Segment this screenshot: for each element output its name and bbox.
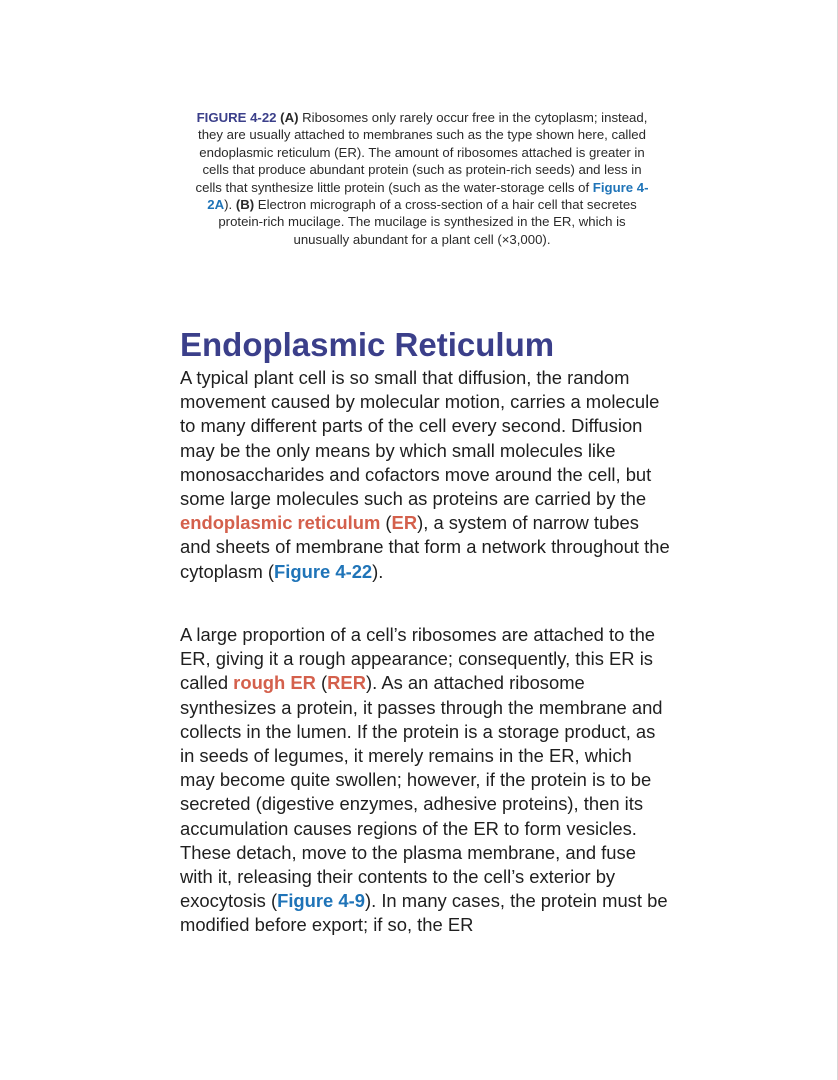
caption-text: ).: [224, 197, 236, 213]
figure-reference-link[interactable]: Figure 4-9: [277, 890, 365, 912]
caption-text: Ribosomes only rarely occur free in the cytoplasm; instead, they are usually attached to membranes such as the type shown here, called endoplasmic reticulum (ER). The amount of ribosomes attached is greater in cells that produce abundant protein (such as protein-rich seeds) and less in cells that synthesize little protein (such as the water-storage cells of: [195, 110, 648, 195]
key-term: endoplasmic reticulum: [180, 512, 381, 534]
key-term: rough ER: [233, 672, 316, 694]
paragraph-text: ). As an attached ribosome synthesizes a protein, it passes through the membrane and collects in the lumen. If the protein is a storage product, as in seeds of legumes, it merely remains in the ER, which may become quite swollen; however, if the protein is to be secreted (digestive enzymes, adhesive proteins), then its accumulation causes regions of the ER to form vesicles. These detach, move to the plasma membrane, and fuse with it, releasing their contents to the cell’s exterior by exocytosis (: [180, 672, 663, 912]
caption-text: Electron micrograph of a cross-section of a hair cell that secretes protein-rich mucilage. The mucilage is synthesized in the ER, which is unusually abundant for a plant cell (×3,000).: [218, 197, 637, 247]
caption-part-a-label: (A): [280, 110, 299, 125]
figure-label: FIGURE 4-22: [196, 110, 277, 125]
figure-caption: [192, 109, 652, 248]
paragraph-text: (: [380, 512, 392, 534]
body-paragraph: [180, 623, 670, 938]
paragraph-text: ).: [372, 560, 384, 582]
paragraph-text: ). In many cases, the protein must be modified before export; if so, the ER: [180, 890, 668, 936]
section-heading: Endoplasmic Reticulum: [180, 326, 555, 363]
paragraph-text: A typical plant cell is so small that diffusion, the random movement caused by molecular motion, carries a molecule to many different parts of the cell every second. Diffusion may be the only means by which small molecules like monosaccharides and cofactors move around the cell, but some large molecules such as proteins are carried by the: [180, 367, 660, 510]
paragraph-text: (: [315, 672, 328, 694]
paragraph-text: A large proportion of a cell’s ribosomes are attached to the ER, giving it a rough appearance; consequently, this ER is called: [180, 624, 656, 694]
figure-reference-link[interactable]: Figure 4-22: [274, 560, 373, 582]
caption-part-b-label: (B): [235, 197, 255, 213]
key-term-abbreviation: ER: [391, 512, 418, 534]
figure-reference-link[interactable]: Figure 4-2A: [207, 179, 649, 213]
key-term-abbreviation: RER: [327, 672, 366, 694]
paragraph-text: ), a system of narrow tubes and sheets of membrane that form a network throughout the cytoplasm (: [180, 512, 670, 582]
body-paragraph: [180, 366, 670, 584]
